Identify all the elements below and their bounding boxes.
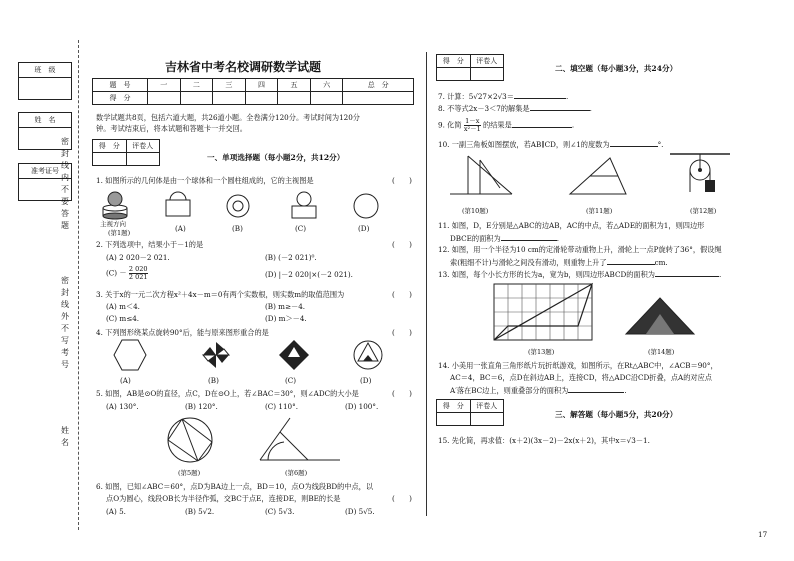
q6-text-1: 6. 如图，已知∠ABC＝60°，点D为BA边上一点，BD＝10，点O为线段BD的中点，以 bbox=[96, 482, 374, 491]
q4-opt-c: (C) bbox=[285, 376, 297, 385]
q5-opt-d: (D) 100°. bbox=[345, 402, 379, 411]
section-2-heading: 二、填空题（每小题3分，共24分） bbox=[555, 64, 678, 73]
q2-paren: ( ) bbox=[392, 240, 412, 249]
q13-caption: (第13题) bbox=[528, 348, 555, 356]
q4-paren: ( ) bbox=[392, 328, 412, 337]
q15-text: 15. 先化简，再求值：(x＋2)(3x－2)－2x(x＋2)，其中x＝√3－1. bbox=[438, 436, 650, 445]
q1-option-b bbox=[227, 195, 249, 217]
intro-line-2: 钟。考试结束后，将本试题和答题卡一并交回。 bbox=[96, 124, 247, 133]
q5-paren: ( ) bbox=[392, 389, 412, 398]
q13-14-figures bbox=[490, 280, 730, 346]
section-1-heading: 一、单项选择题（每小题2分，共12分） bbox=[207, 153, 345, 162]
page-title: 吉林省中考名校调研数学试题 bbox=[165, 60, 322, 74]
q2-opt-d: (D) |－2 020|×(－2 021). bbox=[265, 270, 353, 279]
q6-text-2: 点O为圆心，线段OB长为半径作弧，交BC于点E，连接DE，则BE的长是 bbox=[106, 494, 341, 503]
q6-opt-a: (A) 5. bbox=[106, 507, 126, 516]
q1-option-a bbox=[166, 192, 190, 216]
q12-caption: (第12题) bbox=[690, 207, 717, 215]
q10-caption: (第10题) bbox=[462, 207, 489, 215]
q2-opt-a: (A) 2 020－2 021. bbox=[106, 253, 170, 262]
grade-box-3: 得 分 评卷人 bbox=[436, 399, 504, 426]
q2-text: 2. 下列选项中，结果小于－1的是 bbox=[96, 240, 204, 249]
q4-figures bbox=[110, 338, 410, 376]
section-3-heading: 三、解答题（每小题5分，共20分） bbox=[555, 410, 678, 419]
score-table: 题 号 一 二 三 四 五 六 总 分 得 分 bbox=[92, 78, 414, 105]
q1-opt-c: (C) bbox=[295, 224, 307, 233]
q5-opt-c: (C) 110°. bbox=[265, 402, 298, 411]
q5-caption: (第5题) bbox=[178, 469, 201, 477]
q5-opt-b: (B) 120°. bbox=[185, 402, 218, 411]
name-vertical: 姓 名 bbox=[61, 426, 69, 447]
q10-triangles-figure bbox=[450, 156, 512, 194]
q6-paren: ( ) bbox=[392, 494, 412, 503]
hexagon-shape bbox=[114, 340, 146, 370]
q4-opt-a: (A) bbox=[120, 376, 131, 385]
q4-opt-d: (D) bbox=[360, 376, 372, 385]
q6-opt-b: (B) 5√2. bbox=[185, 507, 215, 516]
q5-opt-a: (A) 130°. bbox=[106, 402, 139, 411]
q6-opt-c: (C) 5√3. bbox=[265, 507, 295, 516]
q6-caption: (第6题) bbox=[285, 469, 308, 477]
q14-text-2: AC＝4，BC＝6，点D在斜边AB上，连接CD，将△ADC沿CD折叠，点A的对应点 bbox=[450, 373, 712, 382]
q1-opt-b: (B) bbox=[232, 224, 243, 233]
grade-box-2: 得 分 评卷人 bbox=[436, 54, 504, 81]
seal-text-top: 密 封 线 内 不 要 答 题 bbox=[61, 137, 69, 230]
q11-text-2: DBCE的面积为 . bbox=[450, 234, 559, 243]
q3-opt-a: (A) m＜4. bbox=[106, 302, 140, 311]
q11-triangle-figure bbox=[570, 158, 626, 194]
intro-line-1: 数学试题共8页，包括六道大题，共26道小题。全卷满分120分。考试时间为120分 bbox=[96, 113, 360, 122]
pinwheel-shape bbox=[203, 342, 229, 368]
q6-opt-d: (D) 5√5. bbox=[345, 507, 375, 516]
name-label: 姓 名 bbox=[19, 113, 71, 128]
q5-text: 5. 如图，AB是⊙O的直径，点C，D在⊙O上，若∠BAC＝30°，则∠ADC的大小是 bbox=[96, 389, 359, 398]
q1-figures bbox=[96, 186, 396, 236]
q14-caption: (第14题) bbox=[648, 348, 675, 356]
seal-text-bottom: 密 封 线 外 不 写 考 号 bbox=[61, 276, 69, 369]
q3-opt-c: (C) m≤4. bbox=[106, 314, 140, 323]
q1-text: 1. 如图所示的几何体是由一个球体和一个圆柱组成的，它的主视图是 bbox=[96, 176, 314, 185]
q5-q6-figures bbox=[150, 412, 360, 470]
class-box bbox=[18, 62, 72, 100]
class-label: 班 级 bbox=[19, 63, 71, 78]
q1-solid bbox=[103, 192, 127, 219]
column-divider bbox=[426, 52, 427, 516]
q2-opt-c: (C) － $\frac{2 020}{2 021}$ bbox=[106, 265, 148, 281]
q5-circle-figure bbox=[168, 418, 212, 462]
q3-paren: ( ) bbox=[392, 290, 412, 299]
q1-option-d bbox=[354, 194, 378, 218]
q8-text: 8. 不等式2x－3＜7的解集是 . bbox=[438, 104, 592, 113]
circle-triangle-shape bbox=[354, 341, 382, 369]
seal-line bbox=[78, 40, 79, 530]
q3-opt-d: (D) m＞－4. bbox=[265, 314, 307, 323]
q12-pulley-figure bbox=[670, 154, 730, 192]
q1-paren: ( ) bbox=[392, 176, 412, 185]
q12-text-1: 12. 如图，用一个半径为10 cm的定滑轮带动重物上升，滑轮上一点P旋转了36°，假设绳 bbox=[438, 245, 722, 254]
q14-fold-figure bbox=[626, 298, 694, 334]
ticket-label: 准考证号 bbox=[19, 164, 71, 179]
q1-fig-label: 主视方向 bbox=[100, 220, 126, 228]
page-number: 17 bbox=[758, 530, 768, 539]
q13-grid-figure bbox=[494, 284, 592, 340]
q1-option-c bbox=[292, 192, 316, 218]
q13-text: 13. 如图，每个小长方形的长为a，宽为b，则四边形ABCD的面积为 . bbox=[438, 270, 722, 279]
q3-text: 3. 关于x的一元二次方程x²＋4x－m＝0有两个实数根，则实数m的取值范围为 bbox=[96, 290, 345, 299]
q3-opt-b: (B) m≥－4. bbox=[265, 302, 306, 311]
q7-text: 7. 计算：5√27×2√3＝ . bbox=[438, 92, 569, 101]
q6-angle-figure bbox=[260, 418, 340, 460]
q1-opt-d: (D) bbox=[358, 224, 370, 233]
q14-text-3: A′落在BC边上，则重叠部分的面积为 . bbox=[450, 386, 627, 395]
q1-opt-a: (A) bbox=[175, 224, 186, 233]
q12-text-2: 索(粗细不计)与滑轮之间没有滑动，则重物上升了 cm. bbox=[450, 258, 668, 267]
diamond-shape bbox=[279, 340, 309, 370]
q1-fig-caption: (第1题) bbox=[108, 229, 131, 237]
q2-opt-b: (B) (－2 021)⁰. bbox=[265, 253, 317, 262]
q14-text-1: 14. 小美用一张直角三角形纸片玩折纸游戏，如图所示，在Rt△ABC中，∠ACB＝90°， bbox=[438, 361, 718, 370]
q10-12-figures bbox=[440, 150, 740, 202]
grade-box-1: 得 分 评卷人 bbox=[92, 139, 160, 166]
q9-text: 9. 化简 $\frac{1-x}{\text{x²－1}}$ 的结果是 . bbox=[438, 117, 575, 133]
q11-caption: (第11题) bbox=[586, 207, 613, 215]
q4-text: 4. 下列图形绕某点旋转90°后，能与原来图形重合的是 bbox=[96, 328, 269, 337]
q4-opt-b: (B) bbox=[208, 376, 219, 385]
q11-text-1: 11. 如图，D，E分别是△ABC的边AB，AC的中点，若△ADE的面积为1，则四边形 bbox=[438, 221, 705, 230]
q10-text: 10. 一副三角板如图摆放，若AB∥CD，则∠1的度数为 °. bbox=[438, 140, 664, 149]
